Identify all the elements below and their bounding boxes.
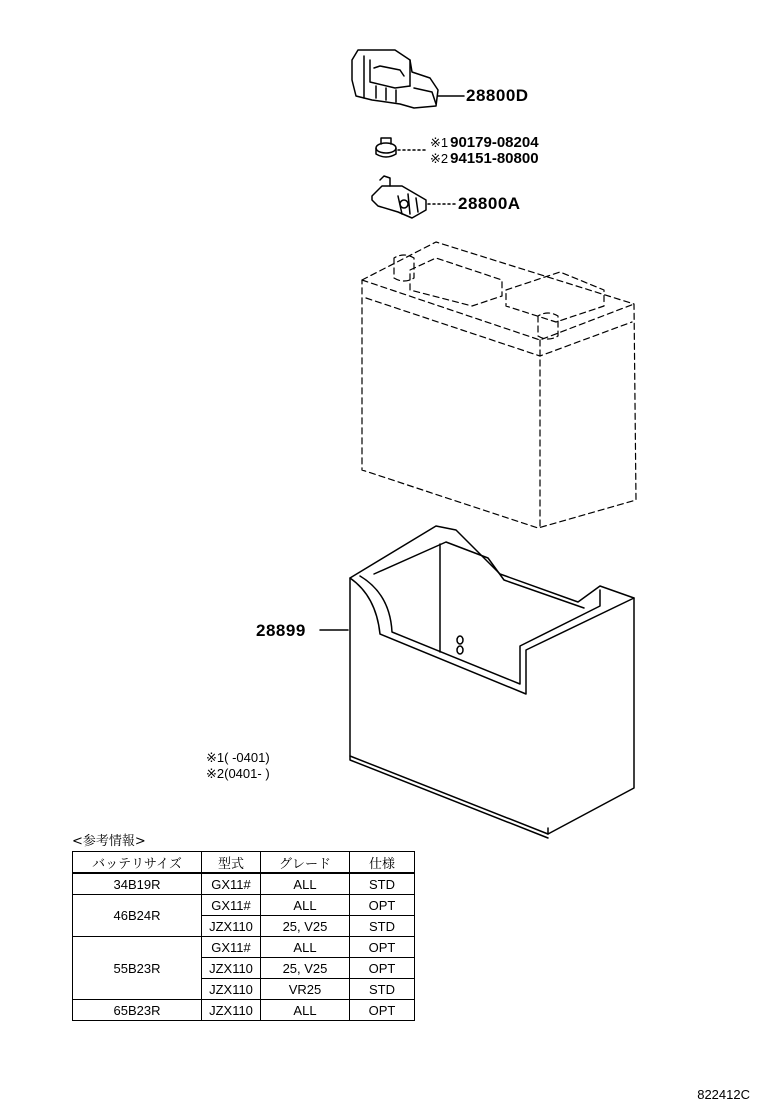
cell-model: JZX110 [202, 916, 261, 937]
note-mark-1: ※1 [430, 135, 449, 150]
reference-info-title: <参考情報> [72, 834, 146, 849]
header-spec: 仕様 [350, 852, 415, 874]
table-row [73, 895, 415, 916]
cell-spec: STD [350, 873, 415, 895]
cell-size: 55B23R [73, 937, 202, 1000]
cell-grade: 25, V25 [261, 916, 350, 937]
cell-model: GX11# [202, 873, 261, 895]
table-header-row [73, 852, 415, 874]
cell-grade: 25, V25 [261, 958, 350, 979]
catalog-number: 822412C [697, 1087, 750, 1102]
cell-size: 46B24R [73, 895, 202, 937]
cell-model: GX11# [202, 937, 261, 958]
part-number-28800D[interactable]: 28800D [466, 86, 529, 105]
reference-table [72, 851, 415, 1021]
part-number-90179-text: 90179-08204 [450, 134, 539, 151]
part-number-90179[interactable] [430, 134, 539, 151]
note-mark-2: ※2 [430, 151, 449, 166]
header-model: 型式 [202, 852, 261, 874]
battery-outline [362, 242, 636, 528]
cell-grade: ALL [261, 937, 350, 958]
terminal-cover-28800D[interactable] [352, 50, 464, 108]
table-row [73, 937, 415, 958]
cell-spec: OPT [350, 937, 415, 958]
cell-spec: OPT [350, 895, 415, 916]
cell-grade: VR25 [261, 979, 350, 1000]
header-battery-size: バッテリサイズ [73, 852, 202, 874]
part-number-28899[interactable]: 28899 [256, 621, 306, 640]
cell-model: GX11# [202, 895, 261, 916]
cell-model: JZX110 [202, 979, 261, 1000]
part-number-94151-text: 94151-80800 [450, 150, 539, 167]
cell-grade: ALL [261, 895, 350, 916]
cell-model: JZX110 [202, 958, 261, 979]
cell-size: 34B19R [73, 873, 202, 895]
cell-model: JZX110 [202, 1000, 261, 1021]
applicability-note-2: ※2(0401- ) [206, 766, 270, 781]
cell-spec: STD [350, 916, 415, 937]
part-number-94151[interactable] [430, 150, 539, 167]
table-row [73, 1000, 415, 1021]
header-grade: グレード [261, 852, 350, 874]
applicability-note-1: ※1( -0401) [206, 750, 270, 765]
part-number-28800A[interactable]: 28800A [458, 194, 521, 213]
cell-spec: OPT [350, 1000, 415, 1021]
terminal-clamp-28800A[interactable] [372, 176, 456, 218]
battery-tray-28899[interactable] [320, 526, 634, 838]
nut[interactable] [376, 138, 428, 157]
cell-grade: ALL [261, 1000, 350, 1021]
cell-size: 65B23R [73, 1000, 202, 1021]
cell-grade: ALL [261, 873, 350, 895]
cell-spec: STD [350, 979, 415, 1000]
cell-spec: OPT [350, 958, 415, 979]
table-row [73, 873, 415, 895]
